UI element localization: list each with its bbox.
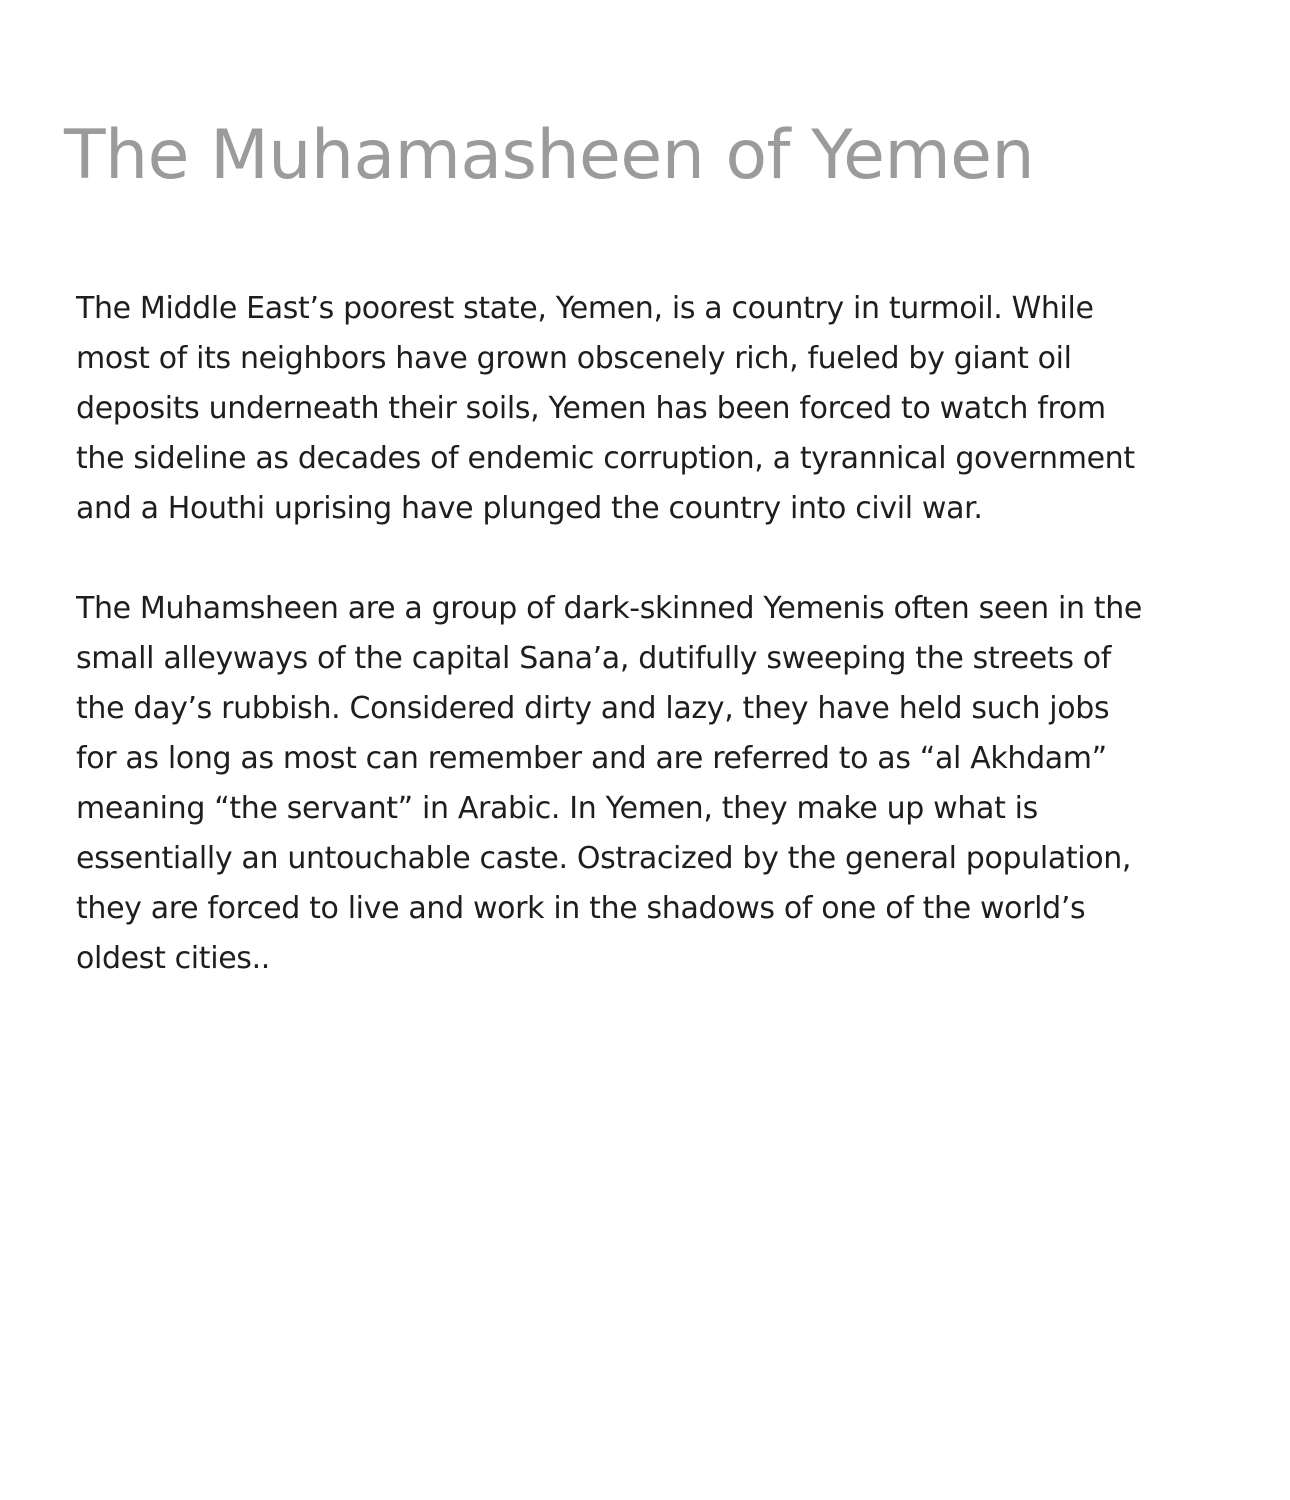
paragraph-intro xyxy=(76,284,1206,534)
text-line: most of its neighbors have grown obscenely rich, fueled by giant oil xyxy=(76,341,1072,376)
text-line: the sideline as decades of endemic corruption, a tyrannical government xyxy=(76,441,1135,476)
text-line: the day’s rubbish. Considered dirty and lazy, they have held such jobs xyxy=(76,691,1110,726)
text-line: for as long as most can remember and are referred to as “al Akhdam” xyxy=(76,741,1107,776)
text-line: meaning “the servant” in Arabic. In Yemen, they make up what is xyxy=(76,791,1038,826)
text-line: essentially an untouchable caste. Ostracized by the general population, xyxy=(76,841,1132,876)
text-line: and a Houthi uprising have plunged the country into civil war. xyxy=(76,491,983,526)
paragraph-muhamsheen xyxy=(76,584,1206,984)
text-line: oldest cities.. xyxy=(76,941,270,976)
text-line: deposits underneath their soils, Yemen has been forced to watch from xyxy=(76,391,1106,426)
text-line: The Middle East’s poorest state, Yemen, is a country in turmoil. While xyxy=(76,291,1094,326)
text-line: small alleyways of the capital Sana’a, dutifully sweeping the streets of xyxy=(76,641,1111,676)
text-line: The Muhamsheen are a group of dark-skinned Yemenis often seen in the xyxy=(76,591,1142,626)
page-title: The Muhamasheen of Yemen xyxy=(64,116,1035,195)
text-line: they are forced to live and work in the shadows of one of the world’s xyxy=(76,891,1086,926)
